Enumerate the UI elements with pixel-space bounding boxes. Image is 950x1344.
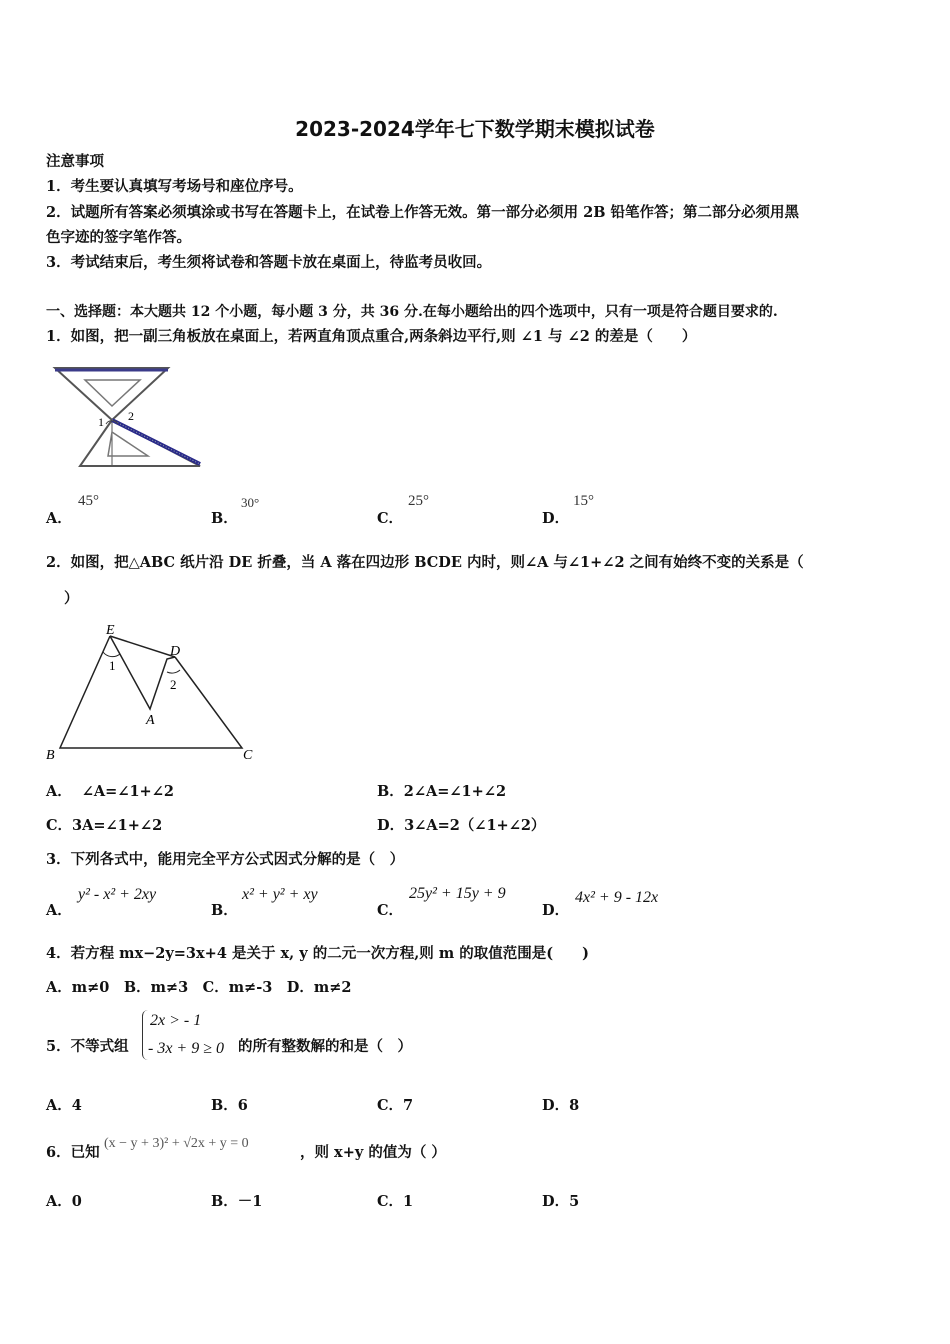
q2-option-c-letter: C．	[46, 817, 73, 834]
q5-option-b-value: 6	[237, 1097, 248, 1114]
q2-option-b[interactable]	[377, 782, 506, 802]
q6-option-c[interactable]	[377, 1192, 413, 1212]
q6-option-c-value: 1	[403, 1193, 414, 1210]
q3-option-a-letter[interactable]: A．	[46, 902, 72, 919]
q1-option-a-value: 45°	[78, 493, 99, 509]
q6-option-d-value: 5	[569, 1193, 580, 1210]
q6-option-a-letter: A．	[46, 1193, 72, 1210]
notice-heading: 注意事项	[46, 153, 104, 170]
triangle-outline	[60, 636, 242, 748]
q5-option-b[interactable]	[211, 1096, 248, 1116]
q2-option-a-letter: A．	[46, 783, 72, 800]
q1-option-b-letter[interactable]: B．	[211, 510, 238, 527]
q5-option-a-value: 4	[71, 1097, 82, 1114]
label-b: B	[46, 748, 55, 763]
label-1: 1	[109, 658, 116, 673]
question-4-stem: 4．若方程 mx−2y=3x+4 是关于 x, y 的二元一次方程,则 m 的取值范围是( )	[46, 945, 589, 962]
q6-option-c-letter: C．	[377, 1193, 404, 1210]
label-2: 2	[170, 677, 177, 692]
q5-option-c-value: 7	[403, 1097, 414, 1114]
page-title: 2023-2024学年七下数学期末模拟试卷	[295, 117, 655, 141]
q2-option-d-letter: D．	[377, 817, 405, 834]
angle-2-label: 2	[128, 409, 134, 423]
q3-option-b-value: x² + y² + xy	[242, 886, 318, 903]
q2-option-d[interactable]	[377, 816, 545, 836]
q2-option-c-value: 3A=∠1+∠2	[72, 817, 163, 834]
question-5-suffix: 的所有整数解的和是（ ）	[238, 1038, 412, 1055]
q1-option-b-value: 30°	[241, 495, 260, 510]
q2-option-b-value: 2∠A=∠1+∠2	[403, 783, 507, 800]
top-triangle	[55, 368, 168, 420]
q5-option-a-letter: A．	[46, 1097, 72, 1114]
q1-option-a-letter[interactable]: A．	[46, 510, 72, 527]
q5-option-a[interactable]	[46, 1096, 82, 1116]
question-3-stem: 3．下列各式中，能用完全平方公式因式分解的是（ ）	[46, 851, 405, 868]
q3-option-b-letter[interactable]: B．	[211, 902, 238, 919]
q2-option-c[interactable]	[46, 816, 162, 836]
q2-option-a[interactable]	[46, 782, 174, 802]
q4-options[interactable]: A．m≠0 B．m≠3 C．m≠-3 D．m≠2	[46, 979, 352, 996]
triangle-fold-figure	[40, 622, 270, 767]
triangle-rulers-figure	[50, 362, 210, 472]
q1-option-c-letter[interactable]: C．	[377, 510, 404, 527]
q5-option-d-value: 8	[569, 1097, 580, 1114]
label-c: C	[243, 748, 253, 763]
question-5-prefix: 5．不等式组	[46, 1038, 129, 1055]
q2-option-a-value: ∠A=∠1+∠2	[81, 783, 174, 800]
q5-option-c[interactable]	[377, 1096, 413, 1116]
notice-item: 3．考试结束后，考生须将试卷和答题卡放在桌面上，待监考员收回。	[46, 254, 492, 271]
system-inequality-2: - 3x + 9 ≥ 0	[148, 1040, 225, 1057]
bottom-triangle-edge	[80, 420, 112, 466]
q2-option-d-value: 3∠A=2（∠1+∠2）	[404, 817, 546, 834]
q6-option-b-letter: B．	[211, 1193, 238, 1210]
hypotenuse-scale	[112, 420, 200, 464]
question-6-suffix: ，则 x+y 的值为（ ）	[300, 1144, 446, 1161]
question-2-stem-cont: ）	[64, 590, 79, 607]
label-e: E	[106, 623, 115, 638]
q3-option-c-value: 25y² + 15y + 9	[409, 885, 506, 902]
question-6-prefix: 6．已知	[46, 1144, 100, 1161]
q3-option-c-letter[interactable]: C．	[377, 902, 404, 919]
section-heading: 一、选择题：本大题共 12 个小题，每小题 3 分，共 36 分.在每小题给出的四个选项中，只有一项是符合题目要求的.	[46, 304, 778, 320]
q1-option-d-value: 15°	[573, 493, 594, 509]
angle-1-label: 1	[98, 415, 104, 429]
q6-option-d[interactable]	[542, 1192, 579, 1212]
q5-option-c-letter: C．	[377, 1097, 404, 1114]
q3-option-d-letter[interactable]: D．	[542, 902, 570, 919]
label-d: D	[170, 644, 181, 659]
q6-option-b[interactable]	[211, 1192, 262, 1212]
q6-option-a[interactable]	[46, 1192, 82, 1212]
q5-option-d-letter: D．	[542, 1097, 570, 1114]
q3-option-d-value: 4x² + 9 - 12x	[575, 889, 659, 906]
q5-option-b-letter: B．	[211, 1097, 238, 1114]
q6-option-d-letter: D．	[542, 1193, 570, 1210]
notice-item: 2．试题所有答案必须填涂或书写在答题卡上，在试卷上作答无效。第一部分必须用 2B 铅笔作答；第二部分必须用黑	[46, 204, 800, 221]
q3-option-a-value: y² - x² + 2xy	[78, 886, 157, 903]
q2-option-b-letter: B．	[377, 783, 404, 800]
question-2-stem: 2．如图，把△ABC 纸片沿 DE 折叠，当 A 落在四边形 BCDE 内时，则∠A 与∠1+∠2 之间有始终不变的关系是（	[46, 554, 804, 571]
q1-option-d-letter[interactable]: D．	[542, 510, 570, 527]
question-1-stem: 1．如图，把一副三角板放在桌面上，若两直角顶点重合,两条斜边平行,则 ∠1 与 ∠2 的差是（ ）	[46, 328, 697, 345]
angle-1-arc	[103, 652, 120, 657]
question-6-expression: (x − y + 3)² + √2x + y = 0	[104, 1136, 249, 1151]
notice-item: 色字迹的签字笔作答。	[46, 229, 191, 246]
q5-option-d[interactable]	[542, 1096, 579, 1116]
q6-option-b-value: －1	[237, 1193, 263, 1210]
system-inequality-1: 2x > - 1	[150, 1012, 202, 1029]
angle-2-arc	[167, 670, 180, 673]
q6-option-a-value: 0	[71, 1193, 82, 1210]
label-a: A	[146, 713, 155, 728]
q1-option-c-value: 25°	[408, 493, 429, 509]
notice-item: 1．考生要认真填写考场号和座位序号。	[46, 178, 303, 195]
